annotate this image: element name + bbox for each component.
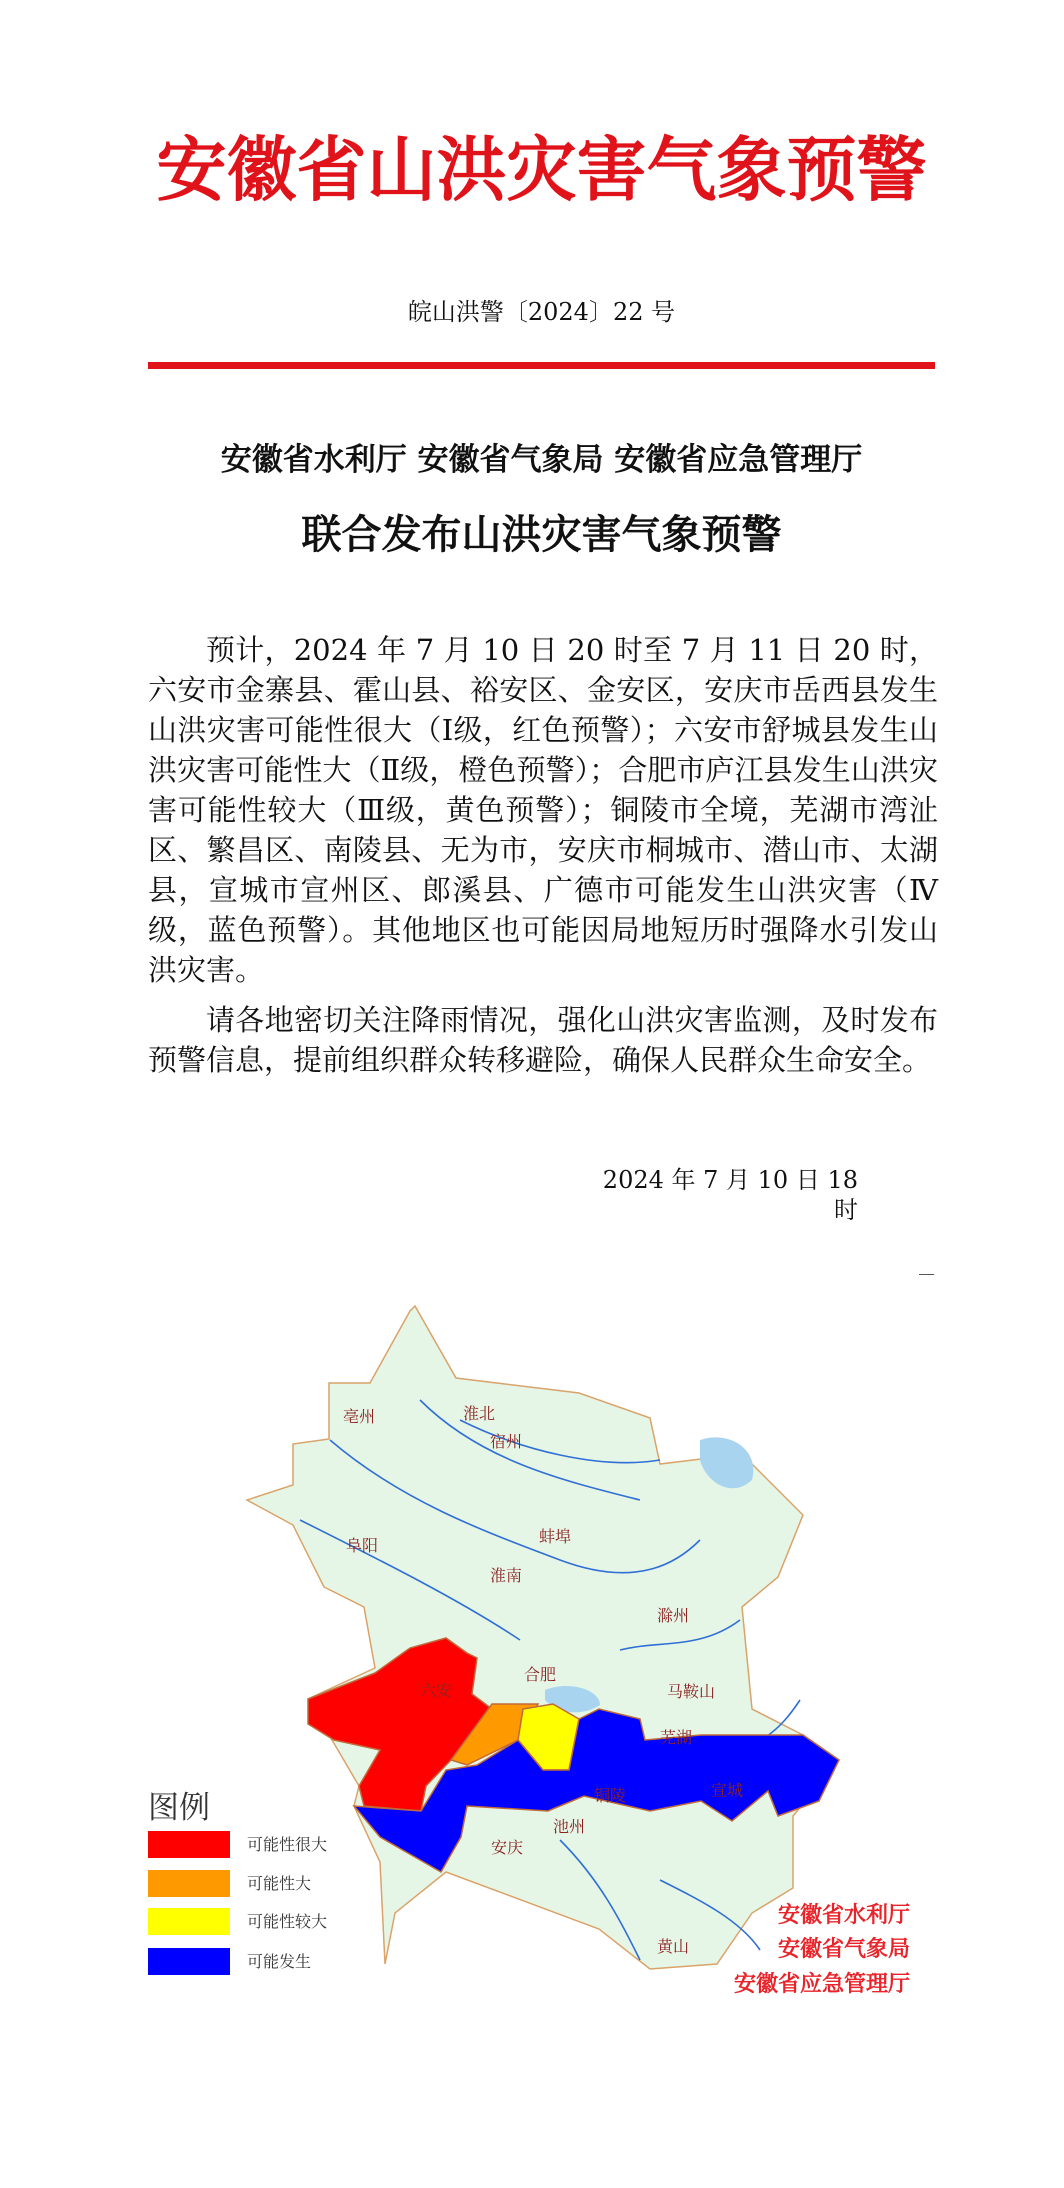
city-label: 淮南 xyxy=(490,1566,523,1585)
forecast-paragraph: 预计，2024 年 7 月 10 日 20 时至 7 月 11 日 20 时，六安市金寨县、霍山县、裕安区、金安区，安庆市岳西县发生山洪灾害可能性很大（Ⅰ级，红色预警）；六安市舒城县发生山洪灾害可能性大（Ⅱ级，橙色预警）；合肥市庐江县发生山洪灾害可能性较大（Ⅲ级，黄色预警）；铜陵市全境，芜湖市湾沚区、繁昌区、南陵县、无为市，安庆市桐城市、潜山市、太湖县，宣城市宣州区、郎溪县、广德市可能发生山洪灾害（Ⅳ级，蓝色预警）。其他地区也可能因局地短历时强降水引发山洪灾害。 xyxy=(148,633,938,987)
city-label: 亳州 xyxy=(343,1407,376,1426)
city-label: 宿州 xyxy=(490,1432,523,1451)
city-label: 蚌埠 xyxy=(539,1527,572,1546)
agency-label: 安徽省水利厅 xyxy=(777,1902,910,1928)
legend-title: 图例 xyxy=(148,1790,210,1826)
issuers-heading: 安徽省水利厅 安徽省气象局 安徽省应急管理厅 xyxy=(220,442,863,478)
document-number: 皖山洪警〔2024〕22 号 xyxy=(407,298,676,326)
city-label: 淮北 xyxy=(463,1404,496,1423)
agency-label: 安徽省应急管理厅 xyxy=(733,1971,910,1997)
advice-paragraph: 请各地密切关注降雨情况，强化山洪灾害监测，及时发布预警信息，提前组织群众转移避险，确保人民群众生命安全。 xyxy=(148,1003,938,1077)
city-label: 黄山 xyxy=(657,1937,690,1956)
city-label: 马鞍山 xyxy=(667,1682,716,1701)
city-label: 六安 xyxy=(420,1681,453,1700)
anhui-warning-map xyxy=(0,1250,1064,2188)
city-label: 芜湖 xyxy=(660,1728,693,1747)
city-label: 安庆 xyxy=(491,1838,524,1857)
city-label: 铜陵 xyxy=(594,1786,627,1805)
city-label: 合肥 xyxy=(524,1665,557,1684)
legend-label: 可能性大 xyxy=(247,1874,312,1893)
city-label: 滁州 xyxy=(657,1606,690,1625)
legend-swatch-red xyxy=(148,1831,230,1858)
province-land xyxy=(247,1306,839,1969)
agency-label: 安徽省气象局 xyxy=(777,1936,910,1962)
subtitle-heading: 联合发布山洪灾害气象预警 xyxy=(301,512,782,558)
city-label: 阜阳 xyxy=(346,1536,379,1555)
document-title: 安徽省山洪灾害气象预警 xyxy=(156,128,927,211)
legend-swatch-yellow xyxy=(148,1908,230,1935)
legend-swatch-blue xyxy=(148,1948,230,1975)
city-label: 池州 xyxy=(553,1817,586,1836)
legend-label: 可能性较大 xyxy=(247,1912,328,1931)
legend-swatch-orange xyxy=(148,1870,230,1897)
legend-label: 可能性很大 xyxy=(247,1835,328,1854)
legend-label: 可能发生 xyxy=(247,1952,312,1971)
city-label: 宣城 xyxy=(711,1781,744,1800)
red-divider xyxy=(148,362,935,369)
issue-date: 2024 年 7 月 10 日 18 时 xyxy=(602,1166,858,1224)
